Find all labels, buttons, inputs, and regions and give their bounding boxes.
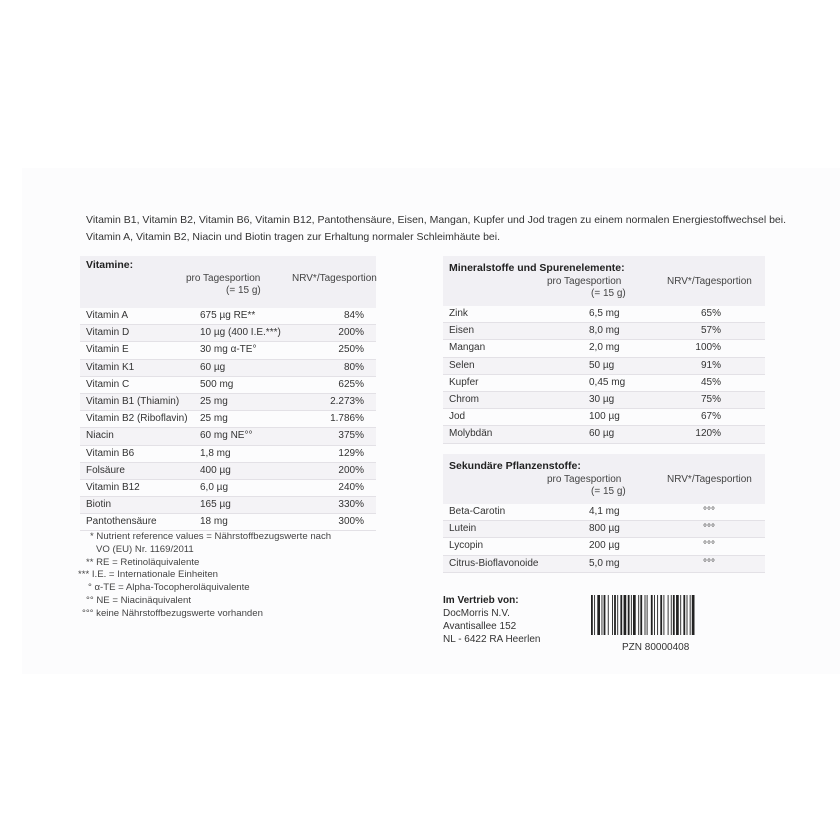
table-row bbox=[443, 375, 765, 392]
secondary-table bbox=[443, 454, 765, 573]
nutrient-nrv: 80% bbox=[343, 361, 364, 373]
footnote: °°° keine Nährstoffbezugswerte vorhanden bbox=[82, 607, 263, 619]
nutrient-nrv: 330% bbox=[338, 499, 364, 511]
table-row bbox=[80, 325, 376, 342]
portion-header-line: (= 15 g) bbox=[226, 285, 261, 296]
table-row bbox=[443, 340, 765, 357]
nutrient-nrv: 240% bbox=[338, 481, 364, 493]
nutrient-name: Folsäure bbox=[86, 464, 125, 476]
nutrient-amount: 400 µg bbox=[200, 464, 231, 476]
table-row bbox=[80, 446, 376, 463]
table-row bbox=[80, 377, 376, 394]
nutrient-amount: 200 µg bbox=[589, 540, 620, 552]
intro-text bbox=[86, 212, 786, 246]
table-row bbox=[443, 392, 765, 409]
footnote: ° α-TE = Alpha-Tocopheroläquivalente bbox=[88, 582, 250, 594]
nutrient-name: Vitamin E bbox=[86, 344, 129, 356]
distributor-line: Avantisallee 152 bbox=[443, 621, 517, 632]
nutrient-nrv: °°° bbox=[703, 557, 715, 569]
nutrient-name: Selen bbox=[449, 359, 475, 371]
nutrient-name: Vitamin A bbox=[86, 310, 129, 321]
table-row bbox=[80, 360, 376, 377]
portion-header-line: (= 15 g) bbox=[591, 486, 626, 497]
nutrient-amount: 60 µg bbox=[200, 361, 226, 373]
table-row bbox=[443, 358, 765, 375]
intro-line: Vitamin B1, Vitamin B2, Vitamin B6, Vitamin B12, Pantothensäure, Eisen, Mangan, Kupfer und Jod tragen zu einem normalen Energiestoffwechsel bei. bbox=[86, 214, 787, 226]
table-row bbox=[80, 394, 376, 411]
nutrient-nrv: 75% bbox=[700, 393, 721, 405]
portion-header-line: (= 15 g) bbox=[591, 288, 626, 299]
nutrient-nrv: 300% bbox=[338, 516, 364, 528]
nutrient-nrv: °°° bbox=[703, 506, 715, 517]
nutrient-amount: 60 mg NE°° bbox=[200, 430, 253, 442]
table-row bbox=[443, 521, 765, 538]
nutrient-name: Biotin bbox=[86, 499, 112, 511]
nutrient-name: Pantothensäure bbox=[86, 516, 157, 528]
nutrient-nrv: 625% bbox=[338, 378, 364, 390]
nutrient-name: Citrus-Bioflavonoide bbox=[449, 557, 539, 569]
nutrient-name: Vitamin D bbox=[86, 327, 130, 339]
portion-column-header bbox=[186, 273, 261, 297]
table-row bbox=[443, 409, 765, 426]
nutrient-nrv: 129% bbox=[338, 447, 364, 459]
distributor-block bbox=[443, 594, 540, 646]
mineral-table-title: Mineralstoffe und Spurenelemente: bbox=[449, 262, 625, 274]
nutrient-name: Zink bbox=[449, 308, 468, 319]
nutrient-amount: 8,0 mg bbox=[589, 325, 620, 337]
nutrient-amount: 500 mg bbox=[200, 378, 234, 390]
nutrient-amount: 100 µg bbox=[589, 411, 620, 423]
nutrient-nrv: °°° bbox=[703, 523, 715, 535]
table-row bbox=[80, 480, 376, 497]
nutrient-name: Molybdän bbox=[449, 428, 493, 440]
nutrient-nrv: 1.786% bbox=[330, 413, 364, 425]
table-row bbox=[80, 497, 376, 514]
nutrient-name: Vitamin K1 bbox=[86, 361, 135, 373]
nutrient-name: Vitamin B2 (Riboflavin) bbox=[86, 413, 188, 425]
nutrient-name: Lutein bbox=[449, 523, 477, 535]
nutrient-nrv: °°° bbox=[703, 540, 715, 552]
nutrient-name: Beta-Carotin bbox=[449, 506, 506, 517]
nutrient-nrv: 65% bbox=[700, 308, 721, 319]
mineral-table bbox=[443, 256, 765, 444]
nutrient-amount: 30 mg α-TE° bbox=[200, 344, 257, 356]
nutrient-nrv: 67% bbox=[700, 411, 721, 423]
nutrient-amount: 5,0 mg bbox=[589, 557, 620, 569]
table-row bbox=[443, 426, 765, 443]
mineral-rows bbox=[443, 306, 765, 444]
nutrient-amount: 1,8 mg bbox=[200, 447, 231, 459]
table-row bbox=[443, 323, 765, 340]
nutrient-amount: 10 µg (400 I.E.***) bbox=[200, 327, 281, 339]
nutrient-nrv: 2.273% bbox=[330, 395, 364, 407]
portion-column-header bbox=[547, 276, 626, 300]
secondary-rows bbox=[443, 504, 765, 573]
nutrient-amount: 6,0 µg bbox=[200, 481, 229, 493]
table-row bbox=[80, 308, 376, 325]
nutrient-amount: 18 mg bbox=[200, 516, 228, 528]
table-row bbox=[443, 504, 765, 521]
footnote: * Nutrient reference values = Nährstoffbezugswerte nach bbox=[90, 531, 332, 542]
nutrient-amount: 165 µg bbox=[200, 499, 231, 511]
vitamin-table-header bbox=[80, 256, 376, 308]
distributor-line: DocMorris N.V. bbox=[443, 608, 510, 619]
vitamin-table bbox=[80, 256, 376, 531]
portion-header-line: pro Tagesportion bbox=[547, 474, 622, 485]
nutrient-amount: 6,5 mg bbox=[589, 308, 620, 319]
table-row bbox=[80, 463, 376, 480]
nutrient-nrv: 200% bbox=[338, 327, 364, 339]
vitamin-rows bbox=[80, 308, 376, 531]
footnotes bbox=[78, 531, 331, 621]
table-row bbox=[80, 514, 376, 531]
nutrient-amount: 25 mg bbox=[200, 413, 228, 425]
nutrient-name: Lycopin bbox=[449, 540, 484, 552]
nutrient-nrv: 84% bbox=[343, 310, 364, 321]
nutrient-nrv: 45% bbox=[700, 376, 721, 388]
nutrient-name: Mangan bbox=[449, 342, 486, 354]
secondary-table-title: Sekundäre Pflanzenstoffe: bbox=[449, 460, 581, 472]
distributor-heading: Im Vertrieb von: bbox=[443, 595, 519, 606]
nutrient-name: Vitamin B12 bbox=[86, 481, 140, 493]
footnote: °° NE = Niacinäquivalent bbox=[86, 594, 191, 606]
secondary-table-header bbox=[443, 454, 765, 504]
distributor-line: NL - 6422 RA Heerlen bbox=[443, 634, 541, 645]
nutrient-nrv: 250% bbox=[338, 344, 364, 356]
table-row bbox=[443, 538, 765, 555]
table-row bbox=[80, 411, 376, 428]
nutrient-amount: 675 µg RE** bbox=[200, 310, 256, 321]
table-row bbox=[443, 556, 765, 573]
footnote: *** I.E. = Internationale Einheiten bbox=[78, 569, 219, 581]
nutrient-amount: 800 µg bbox=[589, 523, 620, 535]
nrv-column-header: NRV*/Tagesportion bbox=[667, 474, 752, 485]
nutrient-name: Kupfer bbox=[449, 376, 479, 388]
nutrient-amount: 50 µg bbox=[589, 359, 615, 371]
table-row bbox=[80, 428, 376, 445]
nrv-column-header: NRV*/Tagesportion bbox=[292, 273, 377, 284]
nutrient-amount: 4,1 mg bbox=[589, 506, 620, 517]
nutrient-name: Vitamin C bbox=[86, 378, 130, 390]
nutrient-name: Vitamin B1 (Thiamin) bbox=[86, 395, 180, 407]
portion-column-header bbox=[547, 474, 626, 498]
nutrient-nrv: 375% bbox=[338, 430, 364, 442]
nutrient-name: Eisen bbox=[449, 325, 475, 337]
pzn-number: PZN 80000408 bbox=[622, 642, 690, 653]
footnote: ** RE = Retinoläquivalente bbox=[86, 556, 200, 568]
vitamin-table-title: Vitamine: bbox=[86, 259, 134, 271]
nutrient-amount: 60 µg bbox=[589, 428, 615, 440]
nutrient-amount: 2,0 mg bbox=[589, 342, 620, 354]
portion-header-line: pro Tagesportion bbox=[186, 273, 261, 284]
barcode-image bbox=[591, 595, 727, 635]
nutrient-amount: 0,45 mg bbox=[589, 376, 626, 388]
nutrient-amount: 30 µg bbox=[589, 393, 615, 405]
nutrient-nrv: 200% bbox=[338, 464, 364, 476]
portion-header-line: pro Tagesportion bbox=[547, 276, 622, 287]
nutrient-nrv: 91% bbox=[700, 359, 721, 371]
table-row bbox=[443, 306, 765, 323]
nutrient-name: Jod bbox=[449, 411, 466, 423]
nutrient-name: Niacin bbox=[86, 430, 114, 442]
table-row bbox=[80, 342, 376, 359]
nutrient-amount: 25 mg bbox=[200, 395, 228, 407]
nutrient-name: Chrom bbox=[449, 393, 480, 405]
nrv-column-header: NRV*/Tagesportion bbox=[667, 276, 752, 287]
nutrient-nrv: 100% bbox=[695, 342, 721, 354]
mineral-table-header bbox=[443, 256, 765, 306]
footnote: VO (EU) Nr. 1169/2011 bbox=[96, 543, 194, 555]
nutrient-nrv: 57% bbox=[700, 325, 721, 337]
intro-line: Vitamin A, Vitamin B2, Niacin und Biotin tragen zur Erhaltung normaler Schleimhäute bei. bbox=[86, 231, 501, 243]
nutrient-name: Vitamin B6 bbox=[86, 447, 135, 459]
nutrient-nrv: 120% bbox=[695, 428, 721, 440]
